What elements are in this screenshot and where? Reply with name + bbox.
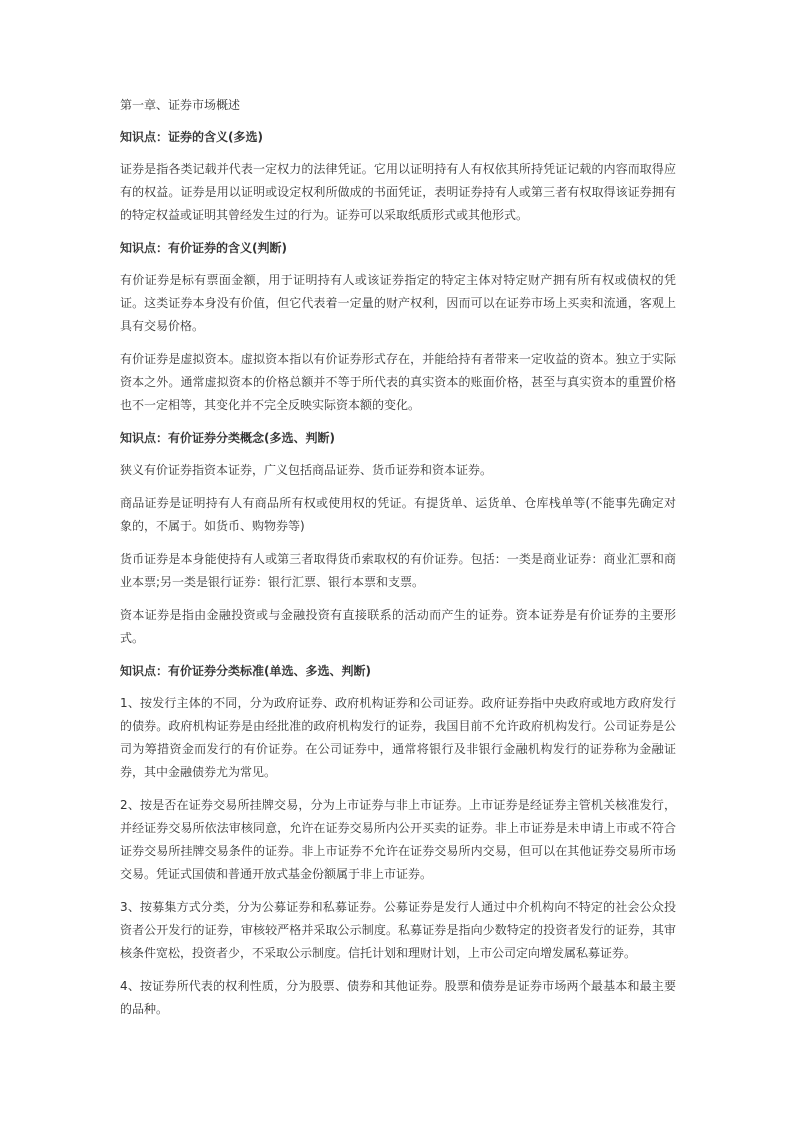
section-meaning-of-valuable-securities: [120, 237, 676, 417]
paragraph: 2、按是否在证券交易所挂牌交易，分为上市证券与非上市证券。上市证券是经证券主管机关核准发行，并经证券交易所依法审核同意，允许在证券交易所内公开买卖的证券。非上市证券是未申请上市或不符合证券交易所挂牌交易条件的证券。非上市证券不允许在证券交易所内交易，但可以在其他证券交易所市场交易。凭证式国债和普通开放式基金份额属于非上市证券。: [120, 798, 676, 881]
paragraph: 资本证券是指由金融投资或与金融投资有直接联系的活动而产生的证券。资本证券是有价证券的主要形式。: [120, 608, 676, 645]
section-meaning-of-securities: [120, 126, 676, 227]
section-heading: 知识点：有价证券的含义(判断): [120, 241, 287, 255]
paragraph: 1、按发行主体的不同，分为政府证券、政府机构证券和公司证券。政府证券指中央政府或地方政府发行的债券。政府机构证券是由经批准的政府机构发行的证券，我国目前不允许政府机构发行。公司证券是公司为筹措资金而发行的有价证券。在公司证券中，通常将银行及非银行金融机构发行的证券称为金融证券，其中金融债券尤为常见。: [120, 696, 676, 779]
paragraph: 4、按证券所代表的权利性质，分为股票、债券和其他证券。股票和债券是证券市场两个最基本和最主要的品种。: [120, 979, 676, 1016]
paragraph: 货币证券是本身能使持有人或第三者取得货币索取权的有价证券。包括：一类是商业证券：商业汇票和商业本票;另一类是银行证券：银行汇票、银行本票和支票。: [120, 552, 676, 589]
paragraph: 有价证券是标有票面金额，用于证明持有人或该证券指定的特定主体对特定财产拥有所有权或债权的凭证。这类证券本身没有价值，但它代表着一定量的财产权利，因而可以在证券市场上买卖和流通，客观上具有交易价格。: [120, 273, 676, 333]
document-page: [120, 94, 676, 1031]
section-classification-concepts: [120, 427, 676, 650]
paragraph: 狭义有价证券指资本证券，广义包括商品证券、货币证券和资本证券。: [120, 463, 493, 477]
paragraph: 商品证券是证明持有人有商品所有权或使用权的凭证。有提货单、运货单、仓库栈单等(不能事先确定对象的，不属于。如货币、购物券等): [120, 496, 676, 533]
section-heading: 知识点：证券的含义(多选): [120, 130, 263, 144]
section-heading: 知识点：有价证券分类标准(单选、多选、判断): [120, 664, 371, 678]
paragraph: 有价证券是虚拟资本。虚拟资本指以有价证券形式存在，并能给持有者带来一定收益的资本。独立于实际资本之外。通常虚拟资本的价格总额并不等于所代表的真实资本的账面价格，甚至与真实资本的重置价格也不一定相等，其变化并不完全反映实际资本额的变化。: [120, 352, 676, 412]
section-classification-standards: [120, 660, 676, 1021]
chapter-title: 第一章、证券市场概述: [120, 98, 241, 112]
section-heading: 知识点：有价证券分类概念(多选、判断): [120, 431, 335, 445]
paragraph: 证券是指各类记载并代表一定权力的法律凭证。它用以证明持有人有权依其所持凭证记载的内容而取得应有的权益。证券是用以证明或设定权利所做成的书面凭证，表明证券持有人或第三者有权取得该证券拥有的特定权益或证明其曾经发生过的行为。证券可以采取纸质形式或其他形式。: [120, 162, 676, 222]
paragraph: 3、按募集方式分类，分为公募证券和私募证券。公募证券是发行人通过中介机构向不特定的社会公众投资者公开发行的证券，审核较严格并采取公示制度。私募证券是指向少数特定的投资者发行的证券，其审核条件宽松，投资者少，不采取公示制度。信托计划和理财计划，上市公司定向增发属私募证券。: [120, 900, 676, 960]
